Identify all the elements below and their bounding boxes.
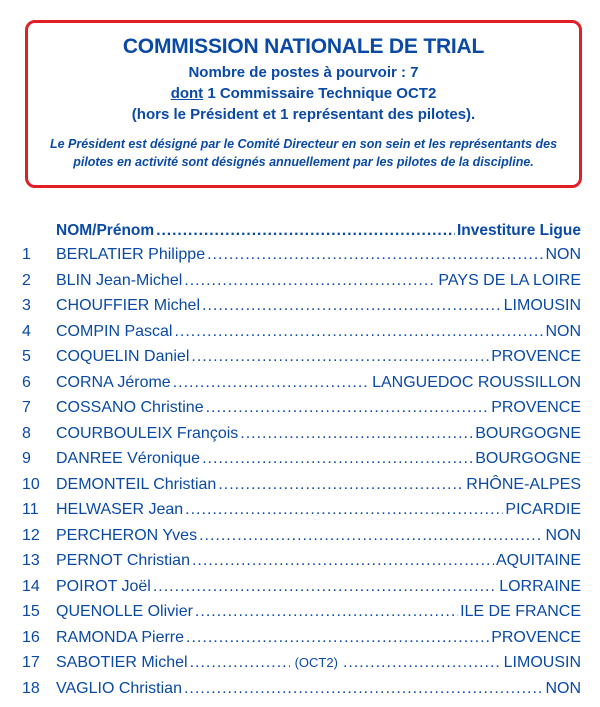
- candidate-name: SABOTIER Michel: [56, 654, 188, 671]
- table-row: [0, 242, 600, 267]
- candidate-name: RAMONDA Pierre: [56, 629, 185, 646]
- candidate-name: PERCHERON Yves: [56, 527, 198, 544]
- table-row: [0, 497, 600, 522]
- row-number: 4: [22, 323, 31, 340]
- ligue-value: PROVENCE: [491, 348, 581, 365]
- dot-leader: [199, 523, 543, 548]
- table-row: [0, 574, 600, 599]
- candidate-note: (OCT2): [294, 655, 338, 670]
- ligue-value: PROVENCE: [491, 629, 581, 646]
- ligue-value: NON: [545, 680, 581, 697]
- candidate-name: PERNOT Christian: [56, 552, 190, 569]
- dont-label: dont: [170, 85, 204, 102]
- dot-leader: [186, 625, 489, 650]
- ligue-value: NON: [545, 323, 581, 340]
- hors-president-line: (hors le Président et 1 représentant des pilotes).: [131, 106, 476, 123]
- candidate-name: POIROT Joël: [56, 578, 151, 595]
- header-ligue-label: Investiture Ligue: [456, 222, 581, 239]
- table-row: [0, 319, 600, 344]
- row-number: 5: [22, 348, 31, 365]
- table-row: [0, 421, 600, 446]
- dot-leader: [206, 395, 490, 420]
- ligue-value: PAYS DE LA LOIRE: [438, 272, 581, 289]
- ligue-value: BOURGOGNE: [475, 450, 581, 467]
- dot-leader: [202, 446, 473, 471]
- row-number: 15: [22, 603, 40, 620]
- candidate-name: DEMONTEIL Christian: [56, 476, 217, 493]
- ligue-value: AQUITAINE: [495, 552, 581, 569]
- table-row: [0, 446, 600, 471]
- dot-leader: [156, 218, 455, 243]
- dot-leader: [202, 293, 502, 318]
- table-row: [0, 523, 600, 548]
- row-number: 11: [22, 501, 39, 518]
- dot-leader: [173, 370, 370, 395]
- ligue-value: LORRAINE: [499, 578, 581, 595]
- row-number: 6: [22, 374, 31, 391]
- dot-leader: [240, 421, 473, 446]
- table-row: [0, 370, 600, 395]
- ligue-value: ILE DE FRANCE: [460, 603, 581, 620]
- dot-leader: [174, 319, 543, 344]
- table-header: [0, 218, 600, 243]
- postes-count: Nombre de postes à pourvoir : 7: [188, 64, 419, 81]
- row-number: 3: [22, 297, 31, 314]
- table-row: [0, 676, 600, 701]
- candidate-name: BLIN Jean-Michel: [56, 272, 183, 289]
- row-number: 18: [22, 680, 40, 697]
- candidate-name: DANREE Véronique: [56, 450, 201, 467]
- commission-info-box: [25, 20, 582, 188]
- table-row: [0, 344, 600, 369]
- candidate-name: COURBOULEIX François: [56, 425, 239, 442]
- row-number: 9: [22, 450, 31, 467]
- dot-leader: [192, 548, 494, 573]
- row-number: 13: [22, 552, 40, 569]
- table-row: [0, 395, 600, 420]
- ligue-value: LIMOUSIN: [503, 654, 581, 671]
- dot-leader: [343, 650, 502, 675]
- ligue-value: BOURGOGNE: [475, 425, 581, 442]
- ligue-value: NON: [545, 246, 581, 263]
- ligue-value: PROVENCE: [491, 399, 581, 416]
- row-number: 8: [22, 425, 31, 442]
- president-note: Le Président est désigné par le Comité Directeur en son sein et les représentants des pilotes en activité sont désignés annuellement par les pilotes de la discipline.: [49, 137, 558, 169]
- candidate-name: QUENOLLE Olivier: [56, 603, 193, 620]
- table-row: [0, 548, 600, 573]
- header-name-label: NOM/Prénom: [56, 222, 155, 239]
- row-number: 1: [22, 246, 31, 263]
- ligue-value: PICARDIE: [505, 501, 581, 518]
- dot-leader: [190, 650, 290, 675]
- table-row: [0, 268, 600, 293]
- candidate-name: BERLATIER Philippe: [56, 246, 206, 263]
- candidate-name: VAGLIO Christian: [56, 680, 182, 697]
- dot-leader: [153, 574, 497, 599]
- commission-title: COMMISSION NATIONALE DE TRIAL: [122, 35, 485, 58]
- table-row: [0, 293, 600, 318]
- dot-leader: [207, 242, 543, 267]
- candidate-name: COQUELIN Daniel: [56, 348, 190, 365]
- row-number: 10: [22, 476, 40, 493]
- dot-leader: [218, 472, 464, 497]
- row-number: 16: [22, 629, 40, 646]
- ligue-value: LANGUEDOC ROUSSILLON: [372, 374, 581, 391]
- dot-leader: [184, 268, 436, 293]
- row-number: 17: [22, 654, 40, 671]
- candidate-name: CORNA Jérome: [56, 374, 171, 391]
- candidate-name: COSSANO Christine: [56, 399, 204, 416]
- commissaire-technique-text: 1 Commissaire Technique OCT2: [207, 85, 437, 102]
- table-row: [0, 472, 600, 497]
- candidate-name: CHOUFFIER Michel: [56, 297, 201, 314]
- row-number: 7: [22, 399, 31, 416]
- table-row: [0, 625, 600, 650]
- row-number: 12: [22, 527, 40, 544]
- dot-leader: [185, 497, 503, 522]
- dot-leader: [195, 599, 458, 624]
- ligue-value: NON: [545, 527, 581, 544]
- row-number: 14: [22, 578, 40, 595]
- ligue-value: RHÔNE-ALPES: [466, 476, 581, 493]
- commissaire-technique-line: [28, 83, 579, 104]
- table-row: [0, 599, 600, 624]
- candidate-name: HELWASER Jean: [56, 501, 184, 518]
- dot-leader: [184, 676, 543, 701]
- dot-leader: [191, 344, 489, 369]
- ligue-value: LIMOUSIN: [503, 297, 581, 314]
- row-number: 2: [22, 272, 31, 289]
- candidate-name: COMPIN Pascal: [56, 323, 173, 340]
- table-row: [0, 650, 600, 675]
